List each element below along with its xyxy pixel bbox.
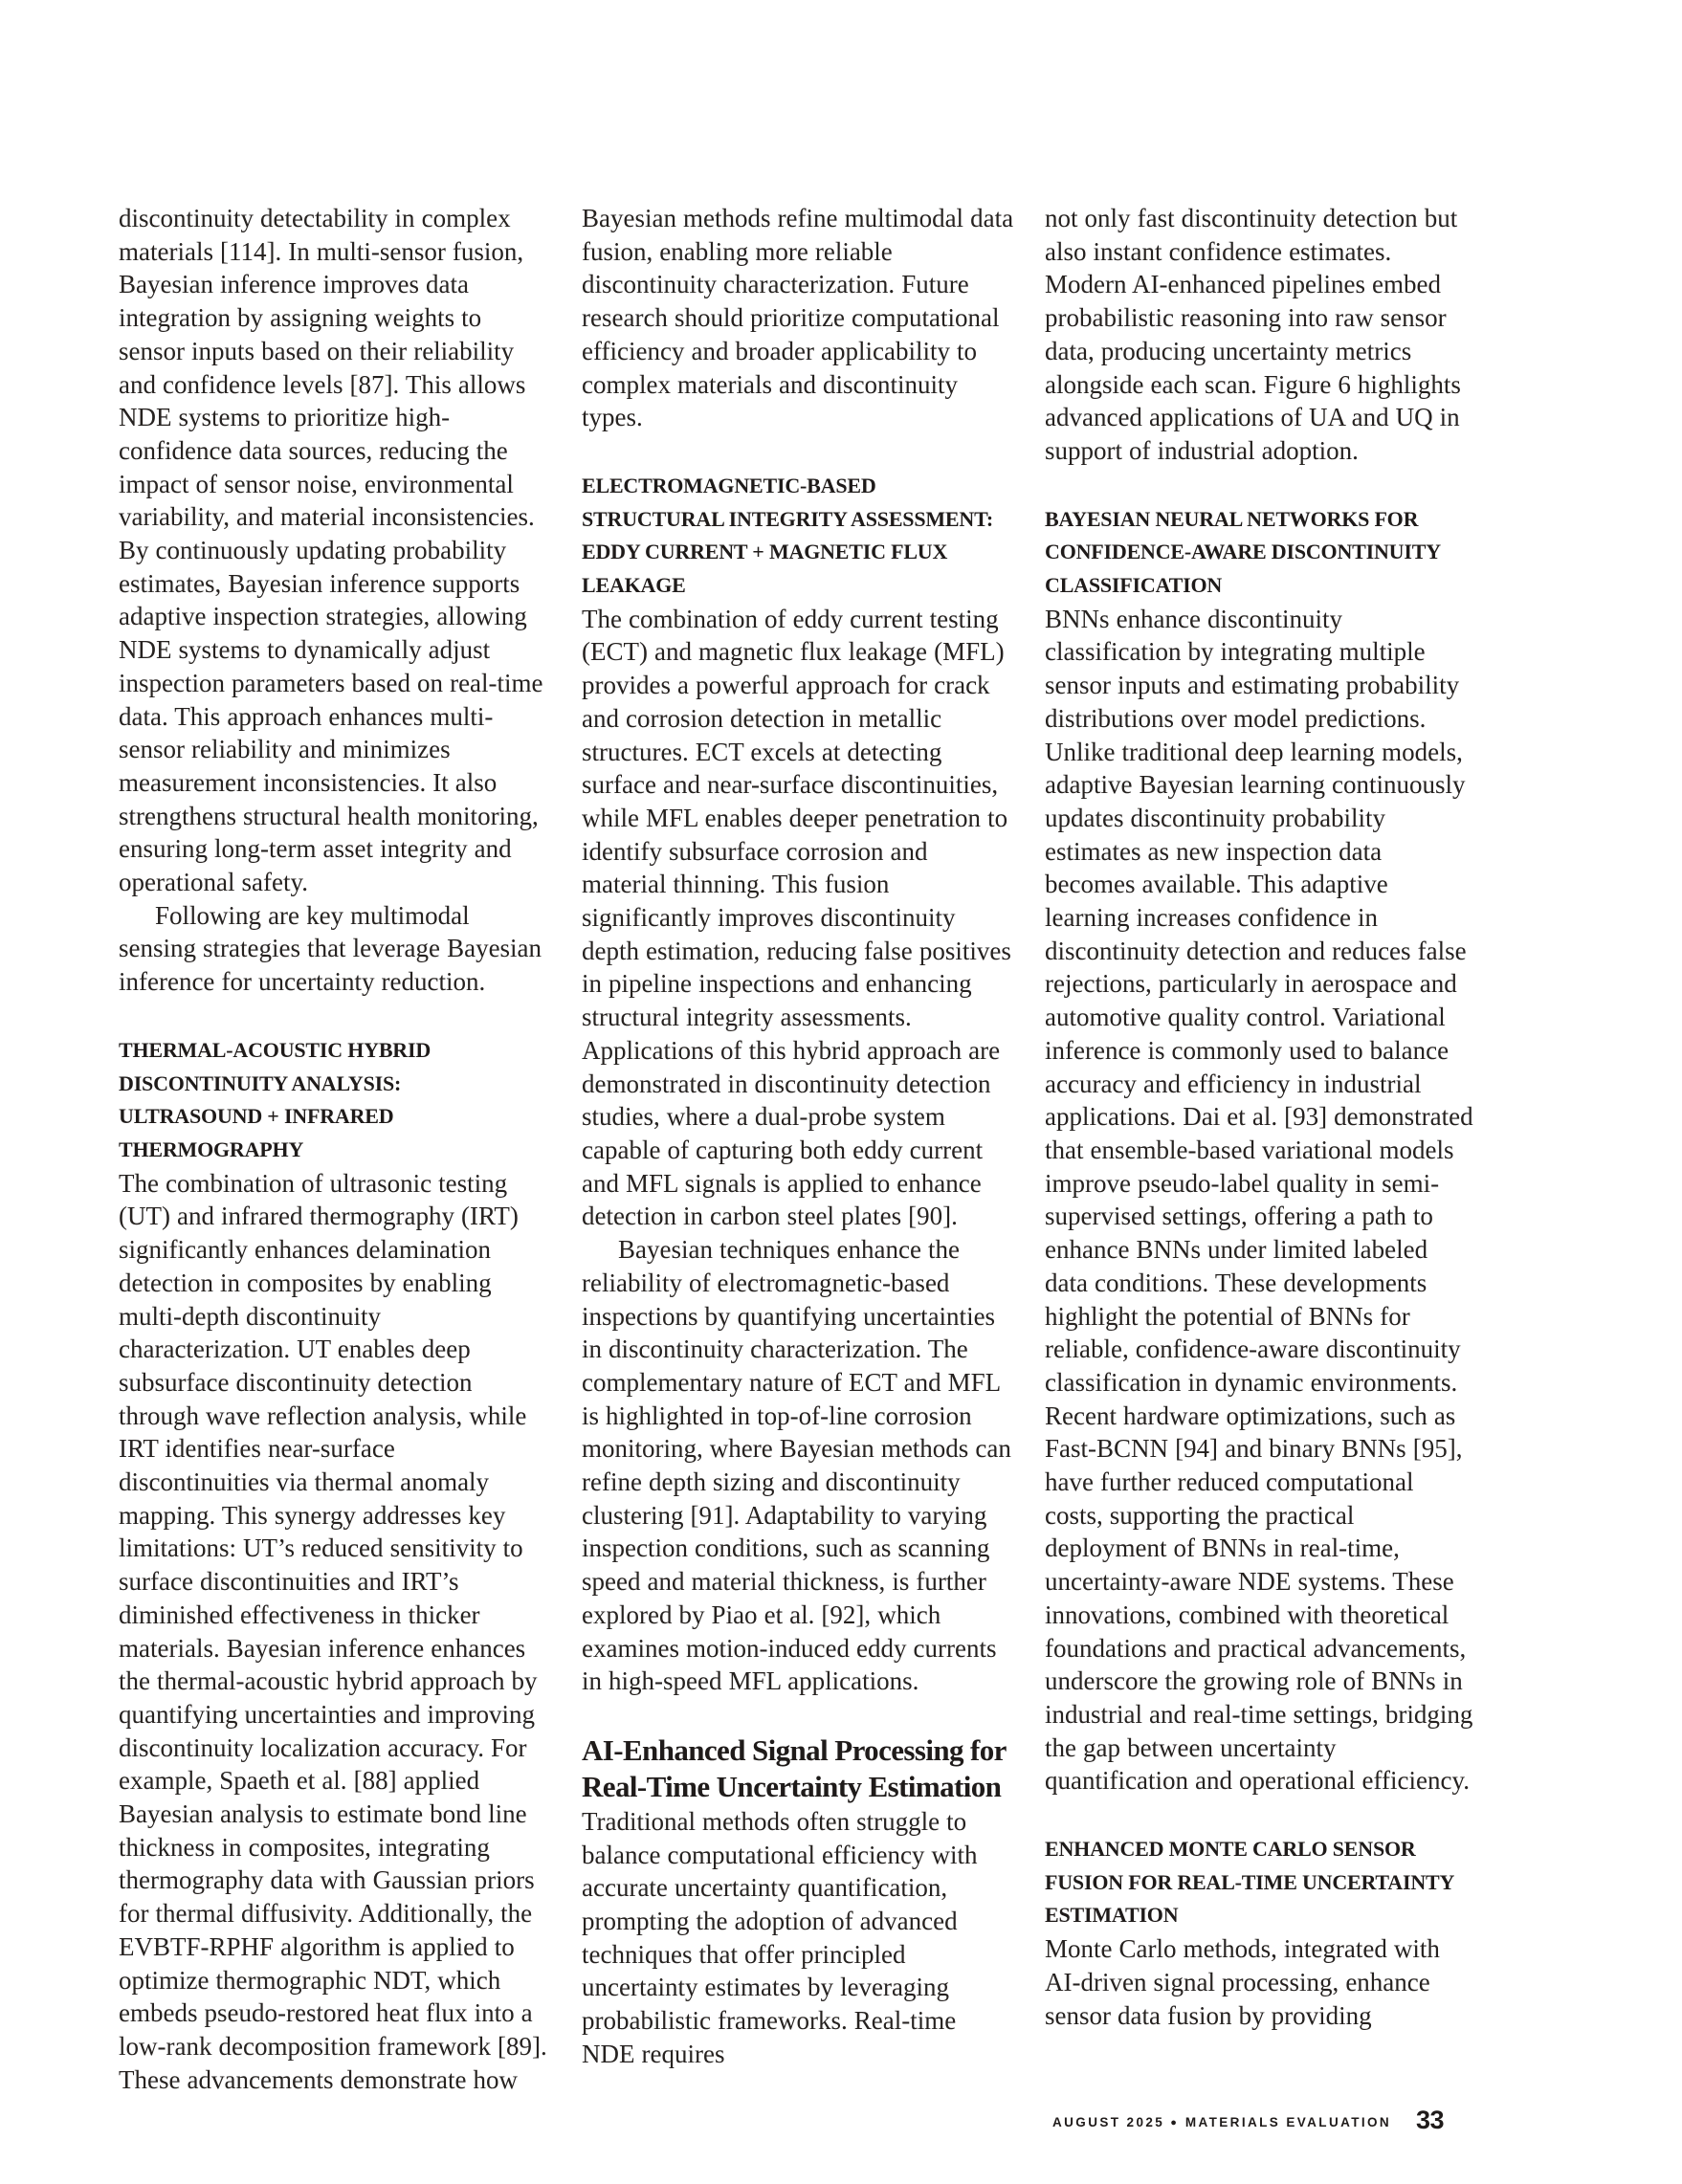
footer-publication-name: MATERIALS EVALUATION: [1184, 2115, 1392, 2129]
heading-line: CONFIDENCE-AWARE DISCONTINUITY: [1045, 540, 1441, 564]
heading-line: ESTIMATION: [1045, 1903, 1179, 1928]
heading-line: ULTRASOUND + INFRARED: [119, 1104, 394, 1129]
heading-line: DISCONTINUITY ANALYSIS:: [119, 1070, 402, 1095]
paragraph: Following are key multimodal sensing strategies that leverage Bayesian inference for uncertainty reduction.: [119, 900, 542, 997]
section-heading-electromagnetic: [582, 470, 1014, 603]
heading-line: ENHANCED MONTE CARLO SENSOR: [1045, 1837, 1416, 1862]
heading-line: THERMAL-ACOUSTIC HYBRID: [119, 1037, 432, 1062]
heading-line: EDDY CURRENT + MAGNETIC FLUX: [582, 540, 948, 564]
paragraph: not only fast discontinuity detection but also instant confidence estimates. Modern AI-enhanced pipelines embed probabilistic reasoning into raw sensor data, producing uncertainty metrics alongside each scan. Figure 6 highlights advanced applications of UA and UQ in support of industrial adoption.: [1045, 204, 1461, 465]
heading-line: AI-Enhanced Signal Processing for: [582, 1732, 1007, 1767]
section-heading-monte-carlo: [1045, 1833, 1477, 1932]
section-heading-thermal-acoustic: [119, 1034, 551, 1167]
paragraph: The combination of ultrasonic testing (UT) and infrared thermography (IRT) significantly enhances delamination detection in composites by enabling multi-depth discontinuity characterization. UT enables deep subsurface discontinuity detection through wave reflection analysis, while IRT identifies near-surface discontinuities via thermal anomaly mapping. This synergy addresses key limitations: UT’s reduced sensitivity to surface discontinuities and IRT’s diminished effectiveness in thicker materials. Bayesian inference enhances the thermal-acoustic hybrid approach by quantifying uncertainties and improving discontinuity localization accuracy. For example, Spaeth et al. [88] applied Bayesian analysis to estimate bond line thickness in composites, integrating thermography data with Gaussian priors for thermal diffusivity. Additionally, the EVBTF-RPHF algorithm is applied to optimize thermographic NDT, which embeds pseudo-restored heat flux into a low-rank decomposition framework [89]. These advancements demonstrate how: [119, 1168, 547, 2094]
footer-issue-date: AUGUST 2025: [1052, 2115, 1165, 2129]
paragraph: Monte Carlo methods, integrated with AI-driven signal processing, enhance sensor data fusion by providing: [1045, 1934, 1440, 2030]
heading-line: LEAKAGE: [582, 573, 686, 598]
text-column-2: [582, 202, 1014, 2071]
heading-line: Real-Time Uncertainty Estimation: [582, 1769, 1002, 1803]
heading-line: STRUCTURAL INTEGRITY ASSESSMENT:: [582, 506, 994, 531]
paragraph: Bayesian techniques enhance the reliability of electromagnetic-based inspections by quantifying uncertainties in discontinuity characterization. The complementary nature of ECT and MFL is highlighted in top-of-line corrosion monitoring, where Bayesian methods can refine depth sizing and discontinuity clustering [91]. Adaptability to varying inspection conditions, such as scanning speed and material thickness, is further explored by Piao et al. [92], which examines motion-induced eddy currents in high-speed MFL applications.: [582, 1235, 1011, 1696]
paragraph: BNNs enhance discontinuity classification by integrating multiple sensor inputs and estimating probability distributions over model predictions. Unlike traditional deep learning models, adaptive Bayesian learning continuously updates discontinuity probability estimates as new inspection data becomes available. This adaptive learning increases confidence in discontinuity detection and reduces false rejections, particularly in aerospace and automotive quality control. Variational inference is commonly used to balance accuracy and efficiency in industrial applications. Dai et al. [93] demonstrated that ensemble-based variational models improve pseudo-label quality in semi-supervised settings, offering a path to enhance BNNs under limited labeled data conditions. These developments highlight the potential of BNNs for reliable, confidence-aware discontinuity classification in dynamic environments. Recent hardware optimizations, such as Fast-BCNN [94] and binary BNNs [95], have further reduced computational costs, supporting the practical deployment of BNNs in real-time, uncertainty-aware NDE systems. These innovations, combined with theoretical foundations and practical advancements, underscore the growing role of BNNs in industrial and real-time settings, bridging the gap between uncertainty quantification and operational efficiency.: [1045, 604, 1473, 1796]
subsection-title-ai-enhanced: [582, 1732, 1014, 1805]
heading-line: CLASSIFICATION: [1045, 573, 1223, 598]
text-column-1: [119, 202, 551, 2096]
heading-line: FUSION FOR REAL-TIME UNCERTAINTY: [1045, 1869, 1455, 1894]
section-heading-bayesian-neural-networks: [1045, 503, 1477, 603]
text-column-3: [1045, 202, 1477, 2032]
heading-line: BAYESIAN NEURAL NETWORKS FOR: [1045, 506, 1419, 531]
paragraph: The combination of eddy current testing (ECT) and magnetic flux leakage (MFL) provides a powerful approach for crack and corrosion detection in metallic structures. ECT excels at detecting surface and near-surface discontinuities, while MFL enables deeper penetration to identify subsurface corrosion and material thinning. This fusion significantly improves discontinuity depth estimation, reducing false positives in pipeline inspections and enhancing structural integrity assessments. Applications of this hybrid approach are demonstrated in discontinuity detection studies, where a dual-probe system capable of capturing both eddy current and MFL signals is applied to enhance detection in carbon steel plates [90].: [582, 604, 1011, 1231]
paragraph: Traditional methods often struggle to balance computational efficiency with accurate uncertainty quantification, prompting the adoption of advanced techniques that offer principled uncertainty estimates by leveraging probabilistic frameworks. Real-time NDE requires: [582, 1806, 978, 2068]
paragraph: Bayesian methods refine multimodal data fusion, enabling more reliable discontinuity characterization. Future research should prioritize computational efficiency and broader applicability to complex materials and discontinuity types.: [582, 204, 1014, 432]
heading-line: ELECTROMAGNETIC-BASED: [582, 473, 876, 497]
page-footer: [1052, 2115, 1391, 2129]
page-number: 33: [1416, 2106, 1445, 2134]
paragraph: discontinuity detectability in complex materials [114]. In multi-sensor fusion, Bayesian inference improves data integration by assigning weights to sensor inputs based on their reliability and confidence levels [87]. This allows NDE systems to prioritize high-confidence data sources, reducing the impact of sensor noise, environmental variability, and material inconsistencies. By continuously updating probability estimates, Bayesian inference supports adaptive inspection strategies, allowing NDE systems to dynamically adjust inspection parameters based on real-time data. This approach enhances multi-sensor reliability and minimizes measurement inconsistencies. It also strengthens structural health monitoring, ensuring long-term asset integrity and operational safety.: [119, 204, 543, 897]
dot-separator-icon: ●: [1170, 2117, 1177, 2129]
heading-line: THERMOGRAPHY: [119, 1136, 304, 1161]
